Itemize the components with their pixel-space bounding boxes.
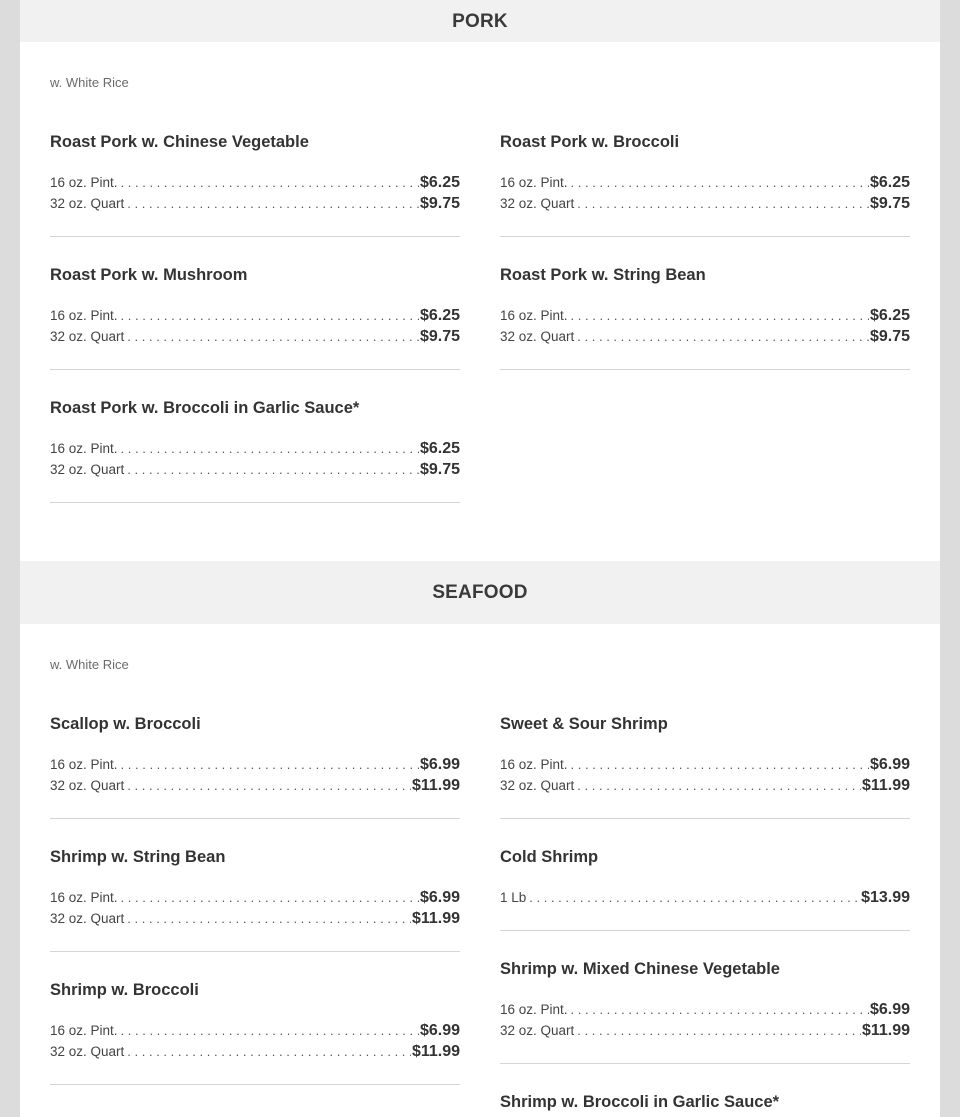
- menu-item[interactable]: [50, 265, 460, 370]
- size-label: 16 oz. Pint.: [50, 890, 118, 905]
- size-label: 16 oz. Pint.: [50, 441, 118, 456]
- size-label: 16 oz. Pint.: [50, 308, 118, 323]
- price-row: [50, 754, 460, 775]
- item-name: Shrimp w. Broccoli in Garlic Sauce*: [500, 1093, 780, 1111]
- item-name: Roast Pork w. Broccoli in Garlic Sauce*: [50, 399, 360, 417]
- size-label: 16 oz. Pint.: [50, 175, 118, 190]
- item-name: Scallop w. Broccoli: [50, 715, 201, 733]
- price-value: $9.75: [419, 328, 460, 345]
- price-row: [50, 887, 460, 908]
- price-row: [50, 459, 460, 480]
- size-label: 16 oz. Pint.: [50, 757, 118, 772]
- size-label: 32 oz. Quart: [50, 1044, 125, 1059]
- size-label: 16 oz. Pint.: [500, 175, 568, 190]
- size-label: 32 oz. Quart: [50, 196, 125, 211]
- size-label: 32 oz. Quart: [500, 329, 575, 344]
- size-label: 32 oz. Quart: [500, 196, 575, 211]
- menu-item[interactable]: [500, 847, 910, 931]
- price-value: $6.25: [419, 307, 460, 324]
- price-value: $6.25: [419, 440, 460, 457]
- menu-item[interactable]: [50, 132, 460, 237]
- price-value: $9.75: [419, 195, 460, 212]
- size-label: 16 oz. Pint.: [500, 1002, 568, 1017]
- item-name: Sweet & Sour Shrimp: [500, 715, 668, 733]
- size-label: 32 oz. Quart: [50, 911, 125, 926]
- menu-item[interactable]: [500, 132, 910, 237]
- price-row: [500, 887, 910, 908]
- menu-item[interactable]: [50, 847, 460, 952]
- section-note: w. White Rice: [50, 75, 129, 90]
- price-value: $9.75: [869, 195, 910, 212]
- section-note: w. White Rice: [50, 657, 129, 672]
- price-value: $11.99: [411, 1043, 460, 1060]
- size-label: 32 oz. Quart: [500, 1023, 575, 1038]
- item-name: Cold Shrimp: [500, 848, 599, 866]
- section-title: PORK: [452, 11, 508, 32]
- price-row: [50, 438, 460, 459]
- price-row: [500, 193, 910, 214]
- price-value: $6.25: [419, 174, 460, 191]
- price-value: $9.75: [869, 328, 910, 345]
- section-header-pork: [20, 0, 940, 42]
- section-title: SEAFOOD: [432, 582, 528, 603]
- size-label: 32 oz. Quart: [50, 778, 125, 793]
- price-row: [500, 754, 910, 775]
- price-value: $11.99: [861, 777, 910, 794]
- price-row: [50, 1020, 460, 1041]
- price-value: $6.99: [419, 756, 460, 773]
- price-value: $6.99: [419, 889, 460, 906]
- price-value: $6.25: [869, 174, 910, 191]
- menu-page: [20, 0, 940, 1117]
- size-label: 32 oz. Quart: [50, 329, 125, 344]
- price-value: $11.99: [861, 1022, 910, 1039]
- price-value: $11.99: [411, 910, 460, 927]
- size-label: 16 oz. Pint.: [500, 757, 568, 772]
- price-value: $13.99: [861, 889, 910, 906]
- size-label: 16 oz. Pint.: [500, 308, 568, 323]
- price-row: [50, 775, 460, 796]
- price-row: [50, 193, 460, 214]
- price-value: $11.99: [411, 777, 460, 794]
- price-row: [50, 172, 460, 193]
- price-value: $6.25: [869, 307, 910, 324]
- price-row: [50, 305, 460, 326]
- price-row: [50, 908, 460, 929]
- price-row: [500, 172, 910, 193]
- size-label: 1 Lb: [500, 890, 527, 905]
- price-value: $9.75: [419, 461, 460, 478]
- menu-item[interactable]: [500, 265, 910, 370]
- size-label: 32 oz. Quart: [500, 778, 575, 793]
- item-name: Roast Pork w. String Bean: [500, 266, 706, 284]
- item-name: Shrimp w. String Bean: [50, 848, 226, 866]
- item-name: Shrimp w. Broccoli: [50, 981, 199, 999]
- menu-item[interactable]: [500, 714, 910, 819]
- item-name: Roast Pork w. Mushroom: [50, 266, 248, 284]
- price-row: [50, 1041, 460, 1062]
- item-name: Roast Pork w. Chinese Vegetable: [50, 133, 309, 151]
- menu-item[interactable]: [500, 1092, 910, 1112]
- menu-item[interactable]: [50, 980, 460, 1085]
- price-row: [500, 775, 910, 796]
- price-row: [500, 999, 910, 1020]
- price-row: [500, 305, 910, 326]
- menu-item[interactable]: [50, 398, 460, 503]
- price-row: [500, 1020, 910, 1041]
- price-value: $6.99: [869, 1001, 910, 1018]
- price-row: [500, 326, 910, 347]
- item-name: Shrimp w. Mixed Chinese Vegetable: [500, 960, 780, 978]
- price-value: $6.99: [869, 756, 910, 773]
- size-label: 16 oz. Pint.: [50, 1023, 118, 1038]
- price-value: $6.99: [419, 1022, 460, 1039]
- section-header-seafood: [20, 561, 940, 624]
- item-name: Roast Pork w. Broccoli: [500, 133, 680, 151]
- menu-item[interactable]: [500, 959, 910, 1064]
- size-label: 32 oz. Quart: [50, 462, 125, 477]
- menu-item[interactable]: [50, 714, 460, 819]
- price-row: [50, 326, 460, 347]
